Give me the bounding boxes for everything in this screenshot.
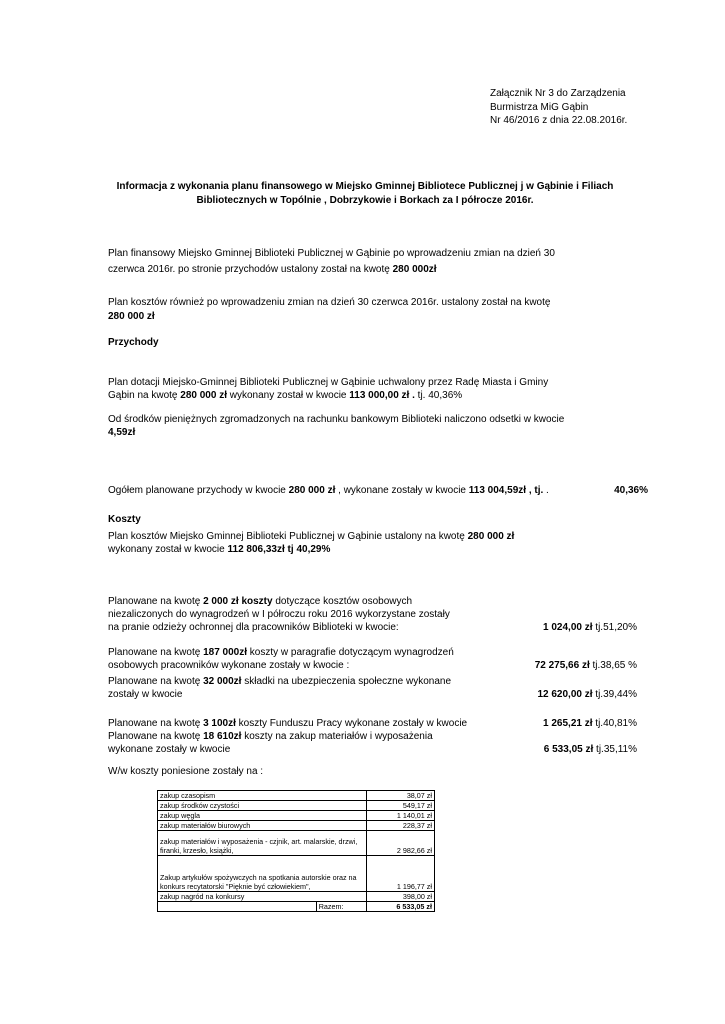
cost-item-4-line-1: Planowane na kwotę 3 100zł koszty Funduszu Pracy wykonane zostały w kwocie [108, 718, 468, 729]
costs-heading: Koszty [108, 514, 141, 525]
breakdown-total-label-cell [158, 902, 367, 912]
cost-item-1-amount: 1 024,00 zł [543, 622, 593, 633]
revenue-total-plan: 280 000 zł [288, 485, 336, 496]
breakdown-value: 1 196,77 zł [366, 856, 434, 892]
costs-plan-line [108, 530, 514, 543]
cost-item-4-amount: 1 265,21 zł [543, 718, 593, 729]
table-row [158, 892, 435, 902]
cost-item-2-amount: 72 275,66 zł [534, 660, 590, 671]
cost-item-2-line-1: Planowane na kwotę 187 000zł koszty w paragrafie dotyczącym wynagrodzeń [108, 647, 454, 658]
interest-amount: 4,59zł [108, 427, 136, 438]
revenue-total-text-a: Ogółem planowane przychody w kwocie [108, 485, 289, 496]
cost-item-1-percent: tj.51,20% [592, 622, 637, 633]
breakdown-value: 2 982,66 zł [366, 831, 434, 856]
cost-plan-amount: 280 000 zł [108, 311, 155, 322]
subsidy-executed-amount: 113 000,00 zł . [349, 390, 415, 401]
cost-item-4-percent: tj.40,81% [592, 718, 637, 729]
cost-item-1-line-2: niezaliczonych do wynagrodzeń w I półroczu roku 2016 wykorzystane zostały [108, 609, 450, 620]
subsidy-line-2 [108, 389, 462, 402]
cost-plan-line-1: Plan kosztów również po wprowadzeniu zmian na dzień 30 czerwca 2016r. ustalony został na kwotę [108, 297, 551, 308]
document-title [60, 180, 670, 207]
costs-plan-text: Plan kosztów Miejsko Gminnej Biblioteki Publicznej w Gąbinie ustalony na kwotę [108, 531, 468, 542]
breakdown-value: 398,00 zł [366, 892, 434, 902]
breakdown-desc: zakup materiałów biurowych [158, 821, 367, 831]
cost-breakdown-table [157, 790, 435, 912]
plan-intro-line-2 [108, 263, 437, 276]
costs-plan-amount: 280 000 zł [467, 531, 515, 542]
revenue-heading: Przychody [108, 337, 159, 348]
annex-reference [490, 87, 627, 128]
breakdown-desc: zakup węgla [158, 811, 367, 821]
subsidy-plan-amount: 280 000 zł [180, 390, 227, 401]
subsidy-line-1: Plan dotacji Miejsko-Gminnej Biblioteki Publicznej w Gąbinie uchwalony przez Radę Miasta i Gminy [108, 377, 549, 388]
revenue-total-percent: 40,36% [614, 485, 648, 496]
cost-item-5-percent: tj.35,11% [593, 744, 637, 755]
subsidy-percent: tj. 40,36% [414, 390, 463, 401]
revenue-total-text-b: , wykonane zostały w kwocie [335, 485, 469, 496]
costs-executed-text: wykonany został w kwocie [108, 544, 228, 555]
table-row [158, 831, 435, 856]
cost-item-2-value [535, 659, 637, 672]
breakdown-value: 228,37 zł [366, 821, 434, 831]
cost-item-5-line-1: Planowane na kwotę 18 610zł koszty na zakup materiałów i wyposażenia [108, 731, 433, 742]
breakdown-value: 38,07 zł [366, 791, 434, 801]
annex-line-1: Załącznik Nr 3 do Zarządzenia [490, 88, 626, 99]
cost-item-2-line-2: osobowych pracowników wykonane zostały w kwocie : [108, 660, 350, 671]
table-row [158, 801, 435, 811]
breakdown-desc: zakup środków czystości [158, 801, 367, 811]
subsidy-text-a: Gąbin na kwotę [108, 390, 181, 401]
table-row [158, 821, 435, 831]
costs-executed-line [108, 543, 330, 556]
table-row [158, 791, 435, 801]
interest-line-1: Od środków pieniężnych zgromadzonych na rachunku bankowym Biblioteki naliczono odsetki w kwocie [108, 414, 565, 425]
breakdown-desc: zakup czasopism [158, 791, 367, 801]
plan-intro-text: czerwca 2016r. po stronie przychodów ustalony został na kwotę [108, 264, 393, 275]
breakdown-value: 549,17 zł [366, 801, 434, 811]
cost-item-3-line-2: zostały w kwocie [108, 689, 183, 700]
cost-item-3-line-1: Planowane na kwotę 32 000zł składki na ubezpieczenia społeczne wykonane [108, 676, 452, 687]
cost-item-1-value [543, 621, 637, 634]
cost-item-4-value [543, 717, 637, 730]
revenue-total-line [108, 484, 549, 497]
cost-item-1-line-1: Planowane na kwotę 2 000 zł koszty dotyczące kosztów osobowych [108, 596, 413, 607]
revenue-total-executed: 113 004,59zł , tj. [468, 485, 544, 496]
breakdown-total-label: Razem: [316, 902, 366, 911]
subsidy-text-b: wykonany został w kwocie [226, 390, 350, 401]
breakdown-total-value: 6 533,05 zł [366, 902, 434, 912]
breakdown-desc: zakup materiałów i wyposażenia - czjnik, art. malarskie, drzwi, firanki, krzesło, książki, [158, 831, 367, 856]
cost-item-5-line-2: wykonane zostały w kwocie [108, 744, 231, 755]
breakdown-value: 1 140,01 zł [366, 811, 434, 821]
table-row [158, 811, 435, 821]
plan-intro-line-1: Plan finansowy Miejsko Gminnej Biblioteki Publicznej w Gąbinie po wprowadzeniu zmian na dzień 30 [108, 248, 555, 259]
annex-line-3: Nr 46/2016 z dnia 22.08.2016r. [490, 115, 628, 126]
table-row [158, 856, 435, 892]
cost-item-3-value [537, 688, 637, 701]
cost-item-1-line-3: na pranie odzieży ochronnej dla pracowników Biblioteki w kwocie: [108, 622, 399, 633]
table-total-row [158, 902, 435, 912]
plan-intro-amount: 280 000zł [392, 264, 437, 275]
document-title-line-2: Bibliotecznych w Topólnie , Dobrzykowie i Borkach za I półrocze 2016r. [196, 194, 534, 206]
costs-executed-amount: 112 806,33zł tj 40,29% [227, 544, 331, 555]
cost-item-2-percent: tj.38,65 % [589, 660, 637, 671]
cost-item-3-amount: 12 620,00 zł [537, 689, 593, 700]
cost-item-3-percent: tj.39,44% [592, 689, 637, 700]
breakdown-desc: zakup nagród na konkursy [158, 892, 367, 902]
breakdown-desc: Zakup artykułów spożywczych na spotkania autorskie oraz na konkurs recytatorski "Pięknie być człowiekiem", [158, 856, 367, 892]
revenue-total-dot: . [543, 485, 549, 496]
cost-item-5-amount: 6 533,05 zł [543, 744, 594, 755]
breakdown-heading: W/w koszty poniesione zostały na : [108, 766, 264, 777]
annex-line-2: Burmistrza MiG Gąbin [490, 101, 589, 113]
document-title-line-1: Informacja z wykonania planu finansowego w Miejsko Gminnej Bibliotece Publicznej j w Gąbinie i Filiach [116, 181, 614, 192]
cost-item-5-value [544, 743, 637, 756]
